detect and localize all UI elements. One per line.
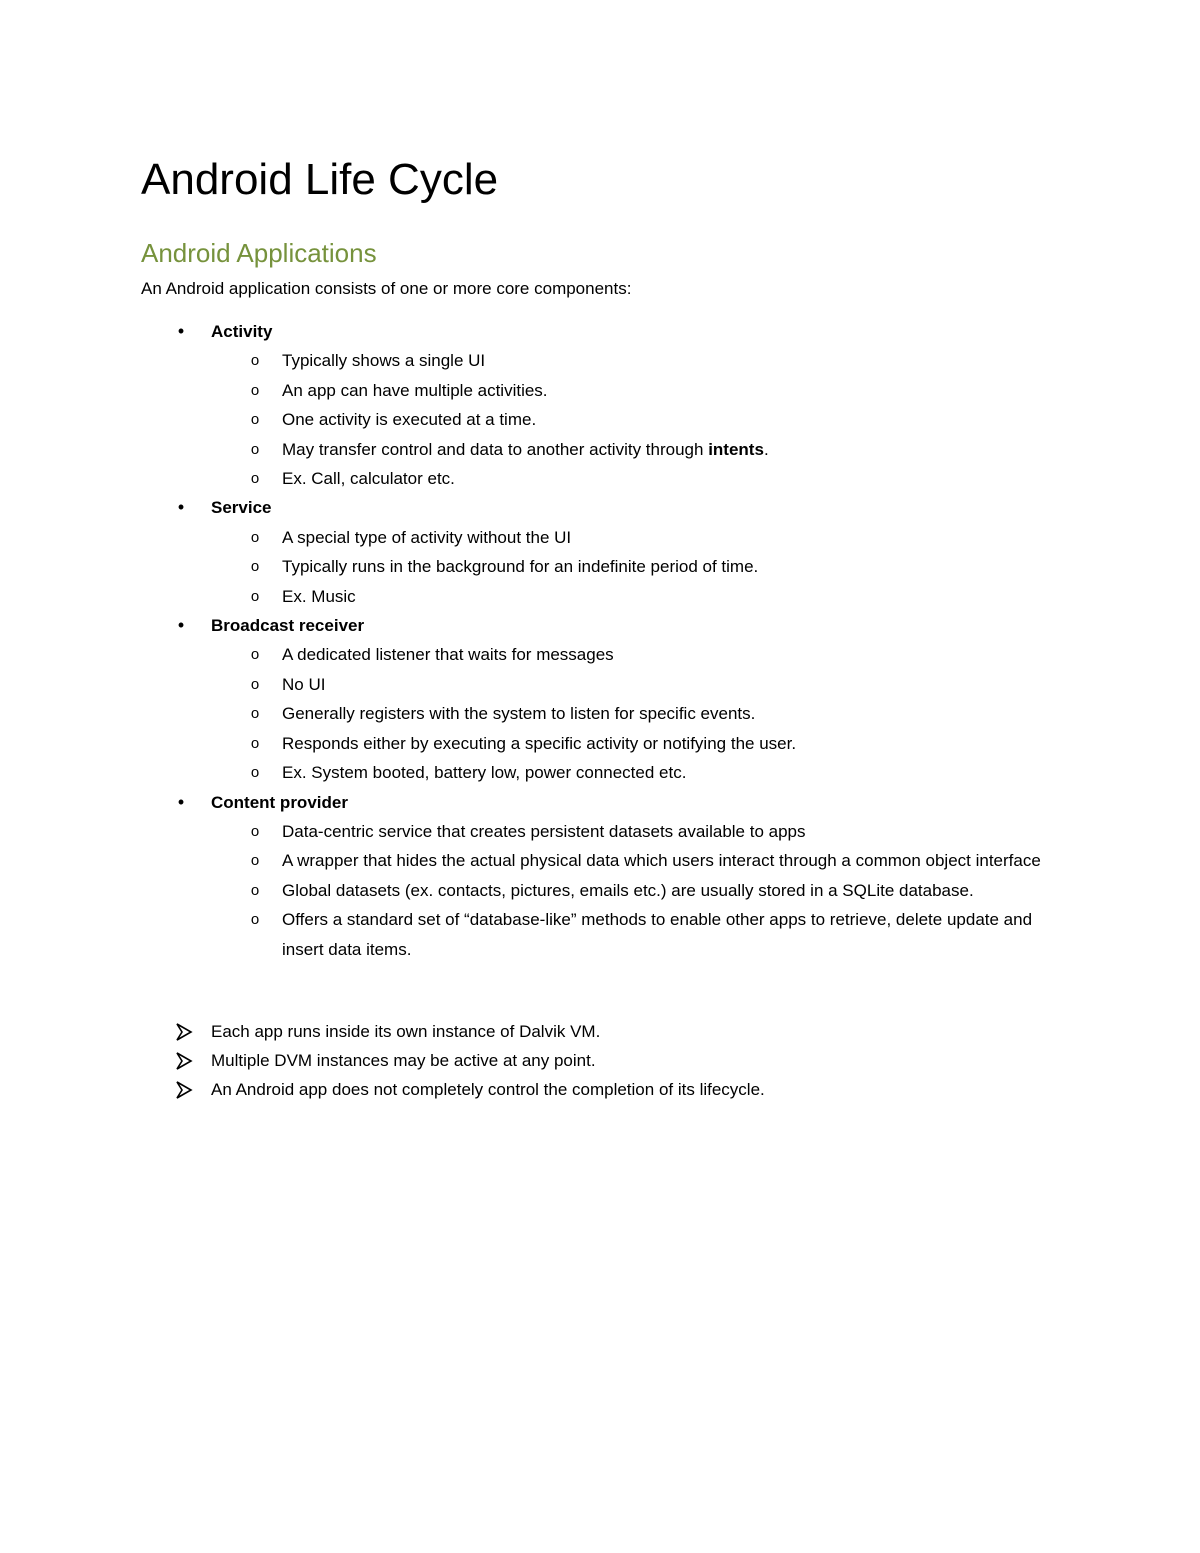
circle-bullet-icon: o — [250, 470, 260, 488]
circle-bullet-icon: o — [250, 764, 260, 782]
circle-bullet-icon: o — [250, 705, 260, 723]
intents-keyword: intents — [708, 439, 764, 459]
list-item-service — [0, 493, 1200, 611]
list-item: o An app can have multiple activities. — [0, 376, 1200, 405]
arrowhead-bullet-icon — [174, 1080, 194, 1100]
list-item: o Typically shows a single UI — [0, 346, 1200, 375]
list-item-broadcast-receiver — [0, 611, 1200, 787]
list-item: o Ex. Call, calculator etc. — [0, 464, 1200, 493]
list-item: o Offers a standard set of “database-like” methods to enable other apps to retrieve, delete update and insert data items. — [0, 905, 1200, 964]
circle-bullet-icon: o — [250, 852, 260, 870]
circle-bullet-icon: o — [250, 558, 260, 576]
list-item-activity — [0, 317, 1200, 493]
bullet-dot-icon: • — [177, 615, 185, 636]
list-item: o Ex. System booted, battery low, power connected etc. — [0, 758, 1200, 787]
sub-list — [211, 346, 1200, 493]
list-item: o May transfer control and data to another activity through intents. — [0, 435, 1200, 464]
bullet-dot-icon: • — [177, 321, 185, 341]
list-item: o Responds either by executing a specific activity or notifying the user. — [0, 729, 1200, 758]
list-item: An Android app does not completely control the completion of its lifecycle. — [0, 1076, 1200, 1105]
circle-bullet-icon: o — [250, 381, 260, 399]
intro-paragraph: An Android application consists of one or more core components: — [141, 279, 632, 298]
component-name: Service — [211, 498, 272, 518]
component-name: Activity — [211, 322, 273, 341]
circle-bullet-icon: o — [250, 881, 260, 899]
circle-bullet-icon: o — [250, 440, 260, 458]
component-name: Content provider — [211, 792, 348, 812]
list-item: o Typically runs in the background for an indefinite period of time. — [0, 552, 1200, 581]
list-item: o No UI — [0, 670, 1200, 699]
list-item: o Global datasets (ex. contacts, pictures, emails etc.) are usually stored in a SQLite database. — [0, 876, 1200, 905]
list-item: o Ex. Music — [0, 582, 1200, 611]
circle-bullet-icon: o — [250, 411, 260, 429]
sub-list — [211, 817, 1200, 964]
list-item: o A special type of activity without the UI — [0, 523, 1200, 552]
notes-list — [0, 1018, 1200, 1104]
list-item: Multiple DVM instances may be active at any point. — [0, 1047, 1200, 1076]
list-item: Each app runs inside its own instance of Dalvik VM. — [0, 1018, 1200, 1047]
list-item: o One activity is executed at a time. — [0, 405, 1200, 434]
circle-bullet-icon: o — [250, 675, 260, 693]
list-item: o Generally registers with the system to listen for specific events. — [0, 699, 1200, 728]
component-name: Broadcast receiver — [211, 616, 365, 636]
circle-bullet-icon: o — [250, 646, 260, 664]
arrowhead-bullet-icon — [174, 1022, 194, 1042]
bullet-dot-icon: • — [177, 497, 185, 518]
circle-bullet-icon: o — [250, 587, 260, 605]
section-heading: Android Applications — [141, 238, 377, 268]
circle-bullet-icon: o — [250, 822, 260, 840]
list-item: o A wrapper that hides the actual physical data which users interact through a common object interface — [0, 846, 1200, 875]
bullet-dot-icon: • — [177, 791, 185, 812]
list-item: o A dedicated listener that waits for messages — [0, 640, 1200, 669]
circle-bullet-icon: o — [250, 734, 260, 752]
page-title: Android Life Cycle — [141, 155, 499, 204]
arrowhead-bullet-icon — [174, 1051, 194, 1071]
list-item: o Data-centric service that creates persistent datasets available to apps — [0, 817, 1200, 846]
circle-bullet-icon: o — [250, 352, 260, 370]
sub-list — [211, 523, 1200, 611]
circle-bullet-icon: o — [250, 911, 260, 929]
sub-list — [211, 640, 1200, 787]
components-list — [0, 317, 1200, 964]
list-item-content-provider — [0, 788, 1200, 964]
circle-bullet-icon: o — [250, 528, 260, 546]
